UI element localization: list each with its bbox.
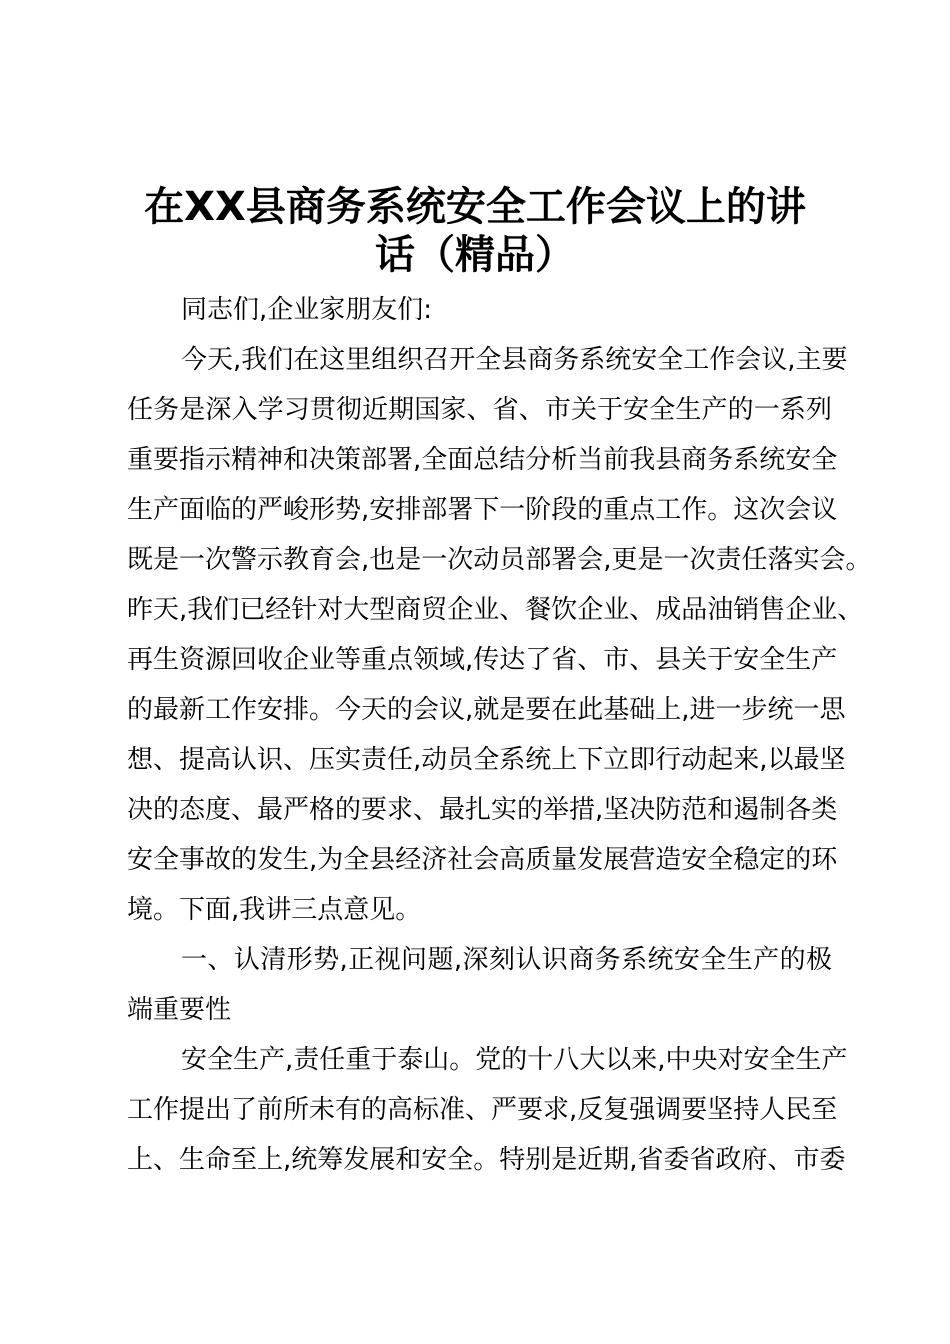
text-line: 任务是深入学习贯彻近期国家、省、市关于安全生产的一系列	[127, 395, 832, 425]
text-line: 再生资源回收企业等重点领域,传达了省、市、县关于安全生产	[127, 645, 838, 675]
text-line: 安全生产,责任重于泰山。党的十八大以来,中央对安全生产	[181, 1045, 848, 1075]
text-line: 的最新工作安排。今天的会议,就是要在此基础上,进一步统一思	[127, 695, 846, 725]
greeting: 同志们,企业家朋友们:	[181, 295, 433, 325]
text-line: 想、提高认识、压实责任,动员全系统上下立即行动起来,以最坚	[127, 745, 846, 775]
title-line: 在XX县商务系统安全工作会议上的讲	[144, 184, 806, 230]
text-line: 今天,我们在这里组织召开全县商务系统安全工作会议,主要	[181, 345, 848, 375]
text-line: 安全事故的发生,为全县经济社会高质量发展营造安全稳定的环	[127, 845, 838, 875]
document-title	[100, 183, 850, 279]
text-line: 生产面临的严峻形势,安排部署下一阶段的重点工作。这次会议	[127, 495, 838, 525]
paragraph	[127, 1035, 848, 1185]
text-line: 上、生命至上,统筹发展和安全。特别是近期,省委省政府、市委	[127, 1145, 846, 1175]
document-body	[127, 285, 872, 1185]
text-line: 工作提出了前所未有的高标准、严要求,反复强调要坚持人民至	[127, 1095, 838, 1125]
text-line: 端重要性	[127, 995, 232, 1025]
text-line: 重要指示精神和决策部署,全面总结分析当前我县商务系统安全	[127, 445, 838, 475]
title-line: 话（精品）	[375, 232, 575, 278]
text-line: 既是一次警示教育会,也是一次动员部署会,更是一次责任落实会。	[127, 545, 872, 575]
text-line: 昨天,我们已经针对大型商贸企业、餐饮企业、成品油销售企业、	[127, 595, 864, 625]
text-line: 决的态度、最严格的要求、最扎实的举措,坚决防范和遏制各类	[127, 795, 838, 825]
section-heading	[127, 935, 832, 1035]
text-line: 境。下面,我讲三点意见。	[127, 895, 422, 925]
paragraph	[127, 335, 872, 935]
text-line: 一、认清形势,正视问题,深刻认识商务系统安全生产的极	[181, 945, 832, 975]
